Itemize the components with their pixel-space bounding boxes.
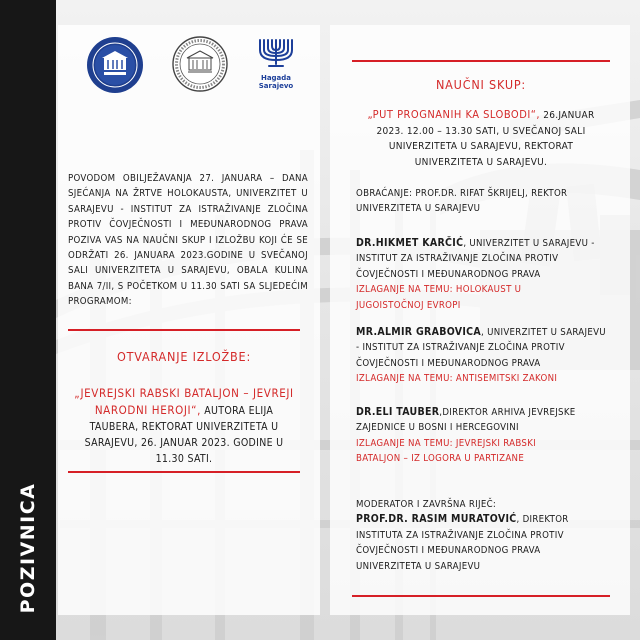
left-panel (58, 25, 320, 615)
divider-line (68, 471, 300, 473)
opening-address-text (356, 186, 606, 217)
speaker-3-info (356, 405, 608, 436)
conference-heading: NAUČNI SKUP: (435, 77, 527, 92)
speaker-1-affiliation: , UNIVERZITET U SARAJEVU - INSTITUT ZA ISTRAŽIVANJE ZLOČINA PROTIV ČOVJEČNOSTI I MEĐUNARODNOG PRAVA (356, 238, 595, 280)
speaker-2 (356, 325, 608, 387)
institute-seal-logo (172, 36, 228, 92)
conference-details: 26.JANUAR 2023. 12.00 – 13.30 SATI, U SVEČANOJ SALI UNIVERZITETA U SARAJEVU, REKTORAT UNIVERZITETA U SARAJEVU. (376, 110, 595, 168)
divider-line (68, 329, 300, 331)
moderator-details: , DIREKTOR INSTITUTA ZA ISTRAŽIVANJE ZLOČINA PROTIV ČOVJEČNOSTI I MEĐUNARODNOG PRAVA UNIVERZITETA U SARAJEVU (356, 514, 569, 572)
conference-description (356, 107, 606, 170)
address-speaker: PROF.DR. RIFAT ŠKRIJELJ, REKTOR UNIVERZITETA U SARAJEVU (356, 188, 568, 215)
speaker-3-affiliation: ,DIREKTOR ARHIVA JEVREJSKE ZAJEDNICE U BOSNI I HERCEGOVINI (356, 407, 576, 434)
divider-line (352, 60, 610, 62)
speaker-1-topic: IZLAGANJE NA TEMU: HOLOKAUST U JUGOISTOČNOJ EVROPI (356, 284, 522, 311)
divider-line (352, 595, 610, 597)
hagada-logo-line2: Sarajevo (258, 82, 294, 90)
conference-block (356, 107, 606, 170)
hagada-logo-line1: Hagada (260, 74, 292, 82)
speaker-1 (356, 236, 608, 313)
conference-title: „PUT PROGNANIH KA SLOBODI“, (367, 108, 541, 121)
sidebar-title: POZIVNICA (17, 482, 39, 614)
speaker-3 (356, 405, 608, 467)
exhibition-title: „JEVREJSKI RABSKI BATALJON – JEVREJI NARODNI HEROJI“, (74, 386, 294, 417)
moderator-name: PROF.DR. RASIM MURATOVIĆ (356, 513, 517, 526)
speaker-2-affiliation: , UNIVERZITET U SARAJEVU - INSTITUT ZA ISTRAŽIVANJE ZLOČINA PROTIV ČOVJEČNOSTI I MEĐUNARODNOG PRAVA (356, 327, 606, 369)
hagada-sarajevo-logo (256, 36, 296, 96)
address-label: OBRAĆANJE: (356, 188, 416, 199)
speaker-2-name: MR.ALMIR GRABOVICA (356, 326, 482, 338)
speaker-2-info (356, 325, 608, 371)
exhibition-description (70, 385, 298, 467)
speaker-1-name: DR.HIKMET KARČIĆ (356, 237, 464, 249)
speaker-3-topic: IZLAGANJE NA TEMU: JEVREJSKI RABSKI BATALJON – IZ LOGORA U PARTIZANE (356, 437, 536, 465)
speaker-3-name: DR.ELI TAUBER (356, 406, 440, 418)
moderator-label: MODERATOR I ZAVRŠNA RIJEČ: (356, 499, 497, 510)
intro-paragraph: POVODOM OBILJEŽAVANJA 27. JANUARA – DANA SJEĆANJA NA ŽRTVE HOLOKAUSTA, UNIVERZITET U SARAJEVU - INSTITUT ZA ISTRAŽIVANJE ZLOČINA PROTIV ČOVJEČNOSTI I MEĐUNARODNOG PRAVA POZIVA VAS NA NAUČNI SKUP I IZLOŽBU KOJI ĆE SE ODRŽATI 26. JANUARA 2023.GODINE U SVEČANOJ SALI UNIVERZITETA U SARAJEVU, OBALA KULINA BANA 7/II, S POČETKOM U 11.30 SATI SA SLJEDEĆIM PROGRAMOM: (68, 173, 308, 308)
university-seal-logo (86, 36, 144, 94)
opening-address (356, 186, 606, 217)
speaker-2-topic: IZLAGANJE NA TEMU: ANTISEMITSKI ZAKONI (356, 373, 558, 385)
exhibition-details: AUTORA ELIJA TAUBERA, REKTORAT UNIVERZITETA U SARAJEVU, 26. JANUAR 2023. GODINE U 11.30 SATI. (84, 405, 284, 465)
menorah-icon (256, 36, 296, 70)
speaker-1-info (356, 236, 608, 282)
exhibition-block (70, 385, 298, 467)
sidebar (0, 0, 56, 640)
exhibition-heading: OTVARANJE IZLOŽBE: (116, 349, 252, 364)
moderator (356, 497, 608, 574)
moderator-info (356, 512, 608, 574)
